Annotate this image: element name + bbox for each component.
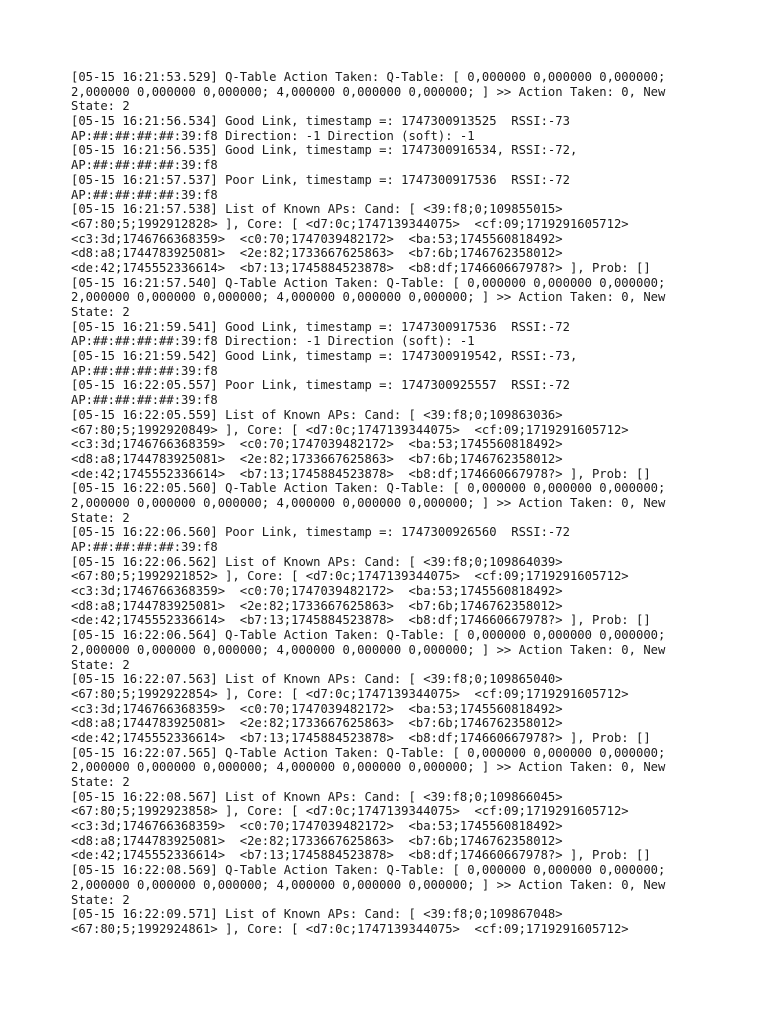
log-line: AP:##:##:##:##:39:f8 Direction: -1 Direction (soft): -1 (71, 334, 475, 349)
log-line: <c3:3d;1746766368359> <c0:70;1747039482172> <ba:53;1745560818492> (71, 584, 563, 599)
log-line: <67:80;5;1992920849> ], Core: [ <d7:0c;1747139344075> <cf:09;1719291605712> (71, 422, 629, 437)
log-line: [05-15 16:21:57.540] Q-Table Action Taken: Q-Table: [ 0,000000 0,000000 0,000000; (71, 275, 666, 290)
log-line: [05-15 16:22:06.560] Poor Link, timestamp =: 1747300926560 RSSI:-72 (71, 525, 570, 540)
log-line: <de:42;1745552336614> <b7:13;1745884523878> <b8:df;174660667978?> ], Prob: [] (71, 466, 651, 481)
log-line: [05-15 16:21:59.542] Good Link, timestamp =: 1747300919542, RSSI:-73, (71, 349, 578, 364)
log-line: State: 2 (71, 99, 130, 114)
log-line: <d8:a8;1744783925081> <2e:82;1733667625863> <b7:6b;1746762358012> (71, 246, 563, 261)
log-line: State: 2 (71, 510, 130, 525)
log-line: AP:##:##:##:##:39:f8 (71, 187, 218, 202)
log-line: [05-15 16:22:09.571] List of Known APs: Cand: [ <39:f8;0;109867048> (71, 907, 563, 922)
log-line: [05-15 16:22:07.563] List of Known APs: Cand: [ <39:f8;0;109865040> (71, 672, 563, 687)
log-line: 2,000000 0,000000 0,000000; 4,000000 0,000000 0,000000; ] >> Action Taken: 0, New (71, 290, 666, 305)
log-line: <de:42;1745552336614> <b7:13;1745884523878> <b8:df;174660667978?> ], Prob: [] (71, 260, 651, 275)
log-line: <d8:a8;1744783925081> <2e:82;1733667625863> <b7:6b;1746762358012> (71, 833, 563, 848)
log-line: <de:42;1745552336614> <b7:13;1745884523878> <b8:df;174660667978?> ], Prob: [] (71, 730, 651, 745)
log-line: <67:80;5;1992921852> ], Core: [ <d7:0c;1747139344075> <cf:09;1719291605712> (71, 569, 629, 584)
log-line: <de:42;1745552336614> <b7:13;1745884523878> <b8:df;174660667978?> ], Prob: [] (71, 613, 651, 628)
log-line: [05-15 16:22:05.560] Q-Table Action Taken: Q-Table: [ 0,000000 0,000000 0,000000; (71, 481, 666, 496)
log-line: [05-15 16:22:06.564] Q-Table Action Taken: Q-Table: [ 0,000000 0,000000 0,000000; (71, 628, 666, 643)
log-line: State: 2 (71, 775, 130, 789)
log-line: <de:42;1745552336614> <b7:13;1745884523878> <b8:df;174660667978?> ], Prob: [] (71, 848, 651, 863)
log-line: 2,000000 0,000000 0,000000; 4,000000 0,000000 0,000000; ] >> Action Taken: 0, New (71, 760, 666, 775)
log-line: [05-15 16:22:08.569] Q-Table Action Taken: Q-Table: [ 0,000000 0,000000 0,000000; (71, 863, 666, 878)
log-line: State: 2 (71, 305, 130, 319)
log-line: <c3:3d;1746766368359> <c0:70;1747039482172> <ba:53;1745560818492> (71, 437, 563, 452)
log-line: AP:##:##:##:##:39:f8 (71, 158, 218, 173)
log-line: <c3:3d;1746766368359> <c0:70;1747039482172> <ba:53;1745560818492> (71, 701, 563, 716)
log-line: [05-15 16:21:56.535] Good Link, timestamp =: 1747300916534, RSSI:-72, (71, 143, 578, 158)
log-line: [05-15 16:21:57.538] List of Known APs: Cand: [ <39:f8;0;109855015> (71, 202, 563, 217)
log-line: <d8:a8;1744783925081> <2e:82;1733667625863> <b7:6b;1746762358012> (71, 716, 563, 731)
log-line: <67:80;5;1992924861> ], Core: [ <d7:0c;1747139344075> <cf:09;1719291605712> (71, 921, 629, 936)
log-output (71, 70, 751, 937)
log-line: AP:##:##:##:##:39:f8 Direction: -1 Direction (soft): -1 (71, 128, 475, 143)
log-line: [05-15 16:21:59.541] Good Link, timestamp =: 1747300917536 RSSI:-72 (71, 319, 570, 334)
log-line: AP:##:##:##:##:39:f8 (71, 393, 218, 408)
log-line: <67:80;5;1992912828> ], Core: [ <d7:0c;1747139344075> <cf:09;1719291605712> (71, 216, 629, 231)
log-line: [05-15 16:22:08.567] List of Known APs: Cand: [ <39:f8;0;109866045> (71, 789, 563, 804)
log-line: 2,000000 0,000000 0,000000; 4,000000 0,000000 0,000000; ] >> Action Taken: 0, New (71, 84, 666, 99)
log-line: <67:80;5;1992922854> ], Core: [ <d7:0c;1747139344075> <cf:09;1719291605712> (71, 686, 629, 701)
log-line: <d8:a8;1744783925081> <2e:82;1733667625863> <b7:6b;1746762358012> (71, 451, 563, 466)
log-line: [05-15 16:22:05.559] List of Known APs: Cand: [ <39:f8;0;109863036> (71, 407, 563, 422)
log-line: [05-15 16:22:06.562] List of Known APs: Cand: [ <39:f8;0;109864039> (71, 554, 563, 569)
log-line: <c3:3d;1746766368359> <c0:70;1747039482172> <ba:53;1745560818492> (71, 819, 563, 834)
log-line: [05-15 16:21:56.534] Good Link, timestamp =: 1747300913525 RSSI:-73 (71, 114, 570, 129)
log-line: [05-15 16:22:07.565] Q-Table Action Taken: Q-Table: [ 0,000000 0,000000 0,000000; (71, 745, 666, 760)
log-line: 2,000000 0,000000 0,000000; 4,000000 0,000000 0,000000; ] >> Action Taken: 0, New (71, 877, 666, 892)
log-line: 2,000000 0,000000 0,000000; 4,000000 0,000000 0,000000; ] >> Action Taken: 0, New (71, 495, 666, 510)
log-line: AP:##:##:##:##:39:f8 (71, 363, 218, 378)
log-line: <c3:3d;1746766368359> <c0:70;1747039482172> <ba:53;1745560818492> (71, 231, 563, 246)
log-line: [05-15 16:21:57.537] Poor Link, timestamp =: 1747300917536 RSSI:-72 (71, 172, 570, 187)
log-line: 2,000000 0,000000 0,000000; 4,000000 0,000000 0,000000; ] >> Action Taken: 0, New (71, 642, 666, 657)
log-line: [05-15 16:22:05.557] Poor Link, timestamp =: 1747300925557 RSSI:-72 (71, 378, 570, 393)
log-line: State: 2 (71, 892, 130, 907)
log-line: [05-15 16:21:53.529] Q-Table Action Taken: Q-Table: [ 0,000000 0,000000 0,000000; (71, 70, 666, 84)
log-line: State: 2 (71, 657, 130, 672)
log-line: <d8:a8;1744783925081> <2e:82;1733667625863> <b7:6b;1746762358012> (71, 598, 563, 613)
log-line: <67:80;5;1992923858> ], Core: [ <d7:0c;1747139344075> <cf:09;1719291605712> (71, 804, 629, 819)
log-line: AP:##:##:##:##:39:f8 (71, 540, 218, 554)
